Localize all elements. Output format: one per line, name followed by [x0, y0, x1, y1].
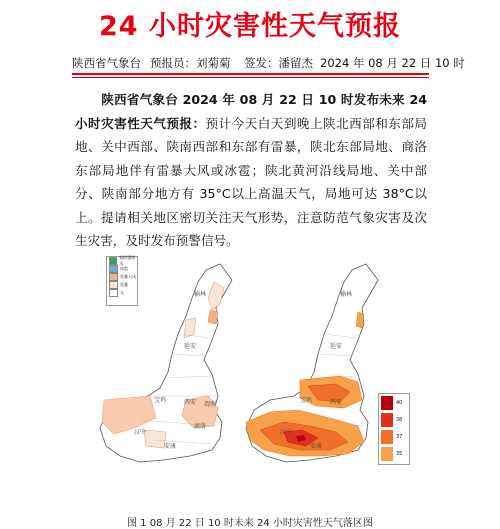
org-name: 陕西省气象台 — [72, 56, 141, 70]
legend-right-item: 40 — [379, 395, 409, 411]
map-label-hanzhong: 汉中 — [134, 429, 147, 436]
legend-swatch — [109, 289, 118, 297]
map-label-shangluo: 商洛 — [194, 423, 207, 430]
forecast-paragraph — [75, 88, 427, 253]
forecast-maps — [94, 250, 412, 512]
legend-swatch — [109, 265, 118, 273]
map-label-ankang: 安康 — [164, 443, 177, 450]
map-label-yulin: 榆林 — [194, 291, 207, 298]
forecaster: 预报员：刘菊菊 — [150, 56, 231, 70]
map-label-xian: 西安 — [184, 399, 197, 406]
legend-left-item: 无 — [107, 289, 137, 297]
legend-left-item: 短时强降水 — [107, 257, 137, 265]
info-bar — [72, 55, 465, 73]
legend-swatch — [381, 413, 393, 427]
legend-left-item: 冰雹 — [107, 265, 137, 273]
legend-right-item: 37 — [379, 429, 409, 445]
map-label-xian-r: 西安 — [330, 399, 343, 406]
forecast-text: 预计今天白天到晚上陕北西部和东部局地、关中西部、陕南西部和东部有雷暴，陕北东部局地、商洛东部局地伴有雷暴大风或冰雹；陕北黄河沿线局地、关中部分、陕南部分地方有 35°C以上高温天气，局地可达 38°C以上。提请相关地区密切关注天气形势，注意防范气象灾害及次生灾害，及时发布预警信号。 — [75, 115, 428, 248]
header-rule-thin — [72, 77, 429, 78]
page-title: 24 小时灾害性天气预报 — [99, 11, 401, 42]
legend-swatch — [109, 257, 117, 265]
legend-swatch — [381, 447, 393, 461]
legend-right-item: 35 — [379, 446, 409, 462]
map-label-baoji-r: 宝鸡 — [300, 397, 313, 404]
legend-left-item: 雷暴 — [107, 281, 137, 289]
hail-area — [208, 310, 218, 324]
header-rule — [72, 73, 429, 75]
legend-right — [378, 393, 410, 465]
high-temp-map — [246, 264, 378, 462]
issuer: 签发：潘留杰 — [244, 56, 313, 70]
map-label-hanzhong-r: 汉中 — [280, 429, 293, 436]
legend-swatch — [381, 396, 393, 410]
legend-left — [106, 256, 138, 306]
figure-caption: 图 1 08 月 22 日 10 时未来 24 小时灾害性天气落区图 — [127, 518, 373, 529]
legend-swatch — [109, 281, 118, 289]
issue-datetime: 2024 年 08 月 22 日 10 时 — [320, 56, 465, 70]
thunderstorm-area-south — [144, 430, 166, 448]
forecast-lead: 陕西省气象台 2024 年 08 月 22 日 10 时发布未来 24 小时灾害性天气预报： — [75, 92, 427, 131]
map-label-yulin-r: 榆林 — [340, 291, 353, 298]
map-label-weinan: 渭南 — [204, 401, 217, 408]
map-label-yanan-r: 延安 — [330, 343, 343, 350]
map-label-baoji: 宝鸡 — [154, 397, 167, 404]
legend-swatch — [381, 430, 393, 444]
legend-swatch — [109, 273, 118, 281]
map-label-ankang-r: 安康 — [310, 443, 323, 450]
legend-right-item: 38 — [379, 412, 409, 428]
map-label-yanan: 延安 — [184, 343, 197, 350]
legend-left-item: 雷暴大风 — [107, 273, 137, 281]
